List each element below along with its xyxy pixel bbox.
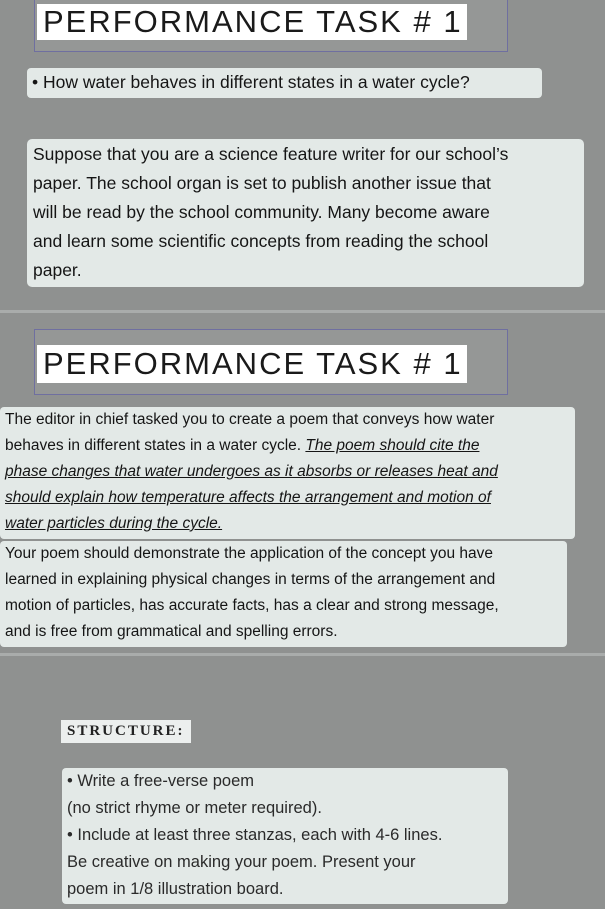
slide-3 xyxy=(0,656,605,909)
task-line: The editor in chief tasked you to create a poem that conveys how water xyxy=(5,411,495,428)
slide-1-paragraph xyxy=(27,139,584,287)
task-emphasis: phase changes that water undergoes as it absorbs or releases heat and xyxy=(5,463,498,480)
slide-1 xyxy=(0,0,605,310)
structure-item: Be creative on making your poem. Present your xyxy=(67,853,416,871)
paragraph-line: Suppose that you are a science feature writer for our school’s xyxy=(33,144,509,164)
slide-1-title: PERFORMANCE TASK # 1 xyxy=(37,4,467,40)
criteria-line: learned in explaining physical changes in terms of the arrangement and xyxy=(5,571,496,588)
task-emphasis: The poem should cite the xyxy=(305,437,480,454)
criteria-line: motion of particles, has accurate facts, has a clear and strong message, xyxy=(5,597,499,614)
structure-item: • Write a free-verse poem xyxy=(67,772,255,790)
structure-item: • Include at least three stanzas, each with 4-6 lines. xyxy=(67,826,443,844)
slide-2 xyxy=(0,313,605,653)
task-line-mixed xyxy=(5,433,575,459)
paragraph-line: and learn some scientific concepts from reading the school xyxy=(33,231,489,251)
task-emphasis: should explain how temperature affects the arrangement and motion of xyxy=(5,489,491,506)
task-description xyxy=(0,407,575,539)
criteria-line: and is free from grammatical and spelling errors. xyxy=(5,623,338,640)
task-line: behaves in different states in a water cycle. xyxy=(5,437,306,454)
criteria-line: Your poem should demonstrate the application of the concept you have xyxy=(5,545,494,562)
structure-item: (no strict rhyme or meter required). xyxy=(67,799,322,817)
task-criteria xyxy=(0,541,567,647)
slide-2-title: PERFORMANCE TASK # 1 xyxy=(37,345,467,383)
paragraph-line: will be read by the school community. Many become aware xyxy=(33,202,490,222)
structure-heading: STRUCTURE: xyxy=(61,720,191,743)
paragraph-line: paper. The school organ is set to publish another issue that xyxy=(33,173,491,193)
task-emphasis: water particles during the cycle. xyxy=(5,515,223,532)
structure-list xyxy=(62,768,508,904)
slide-1-question: • How water behaves in different states in a water cycle? xyxy=(27,68,542,98)
paragraph-line: paper. xyxy=(33,260,82,280)
structure-item: poem in 1/8 illustration board. xyxy=(67,880,284,898)
